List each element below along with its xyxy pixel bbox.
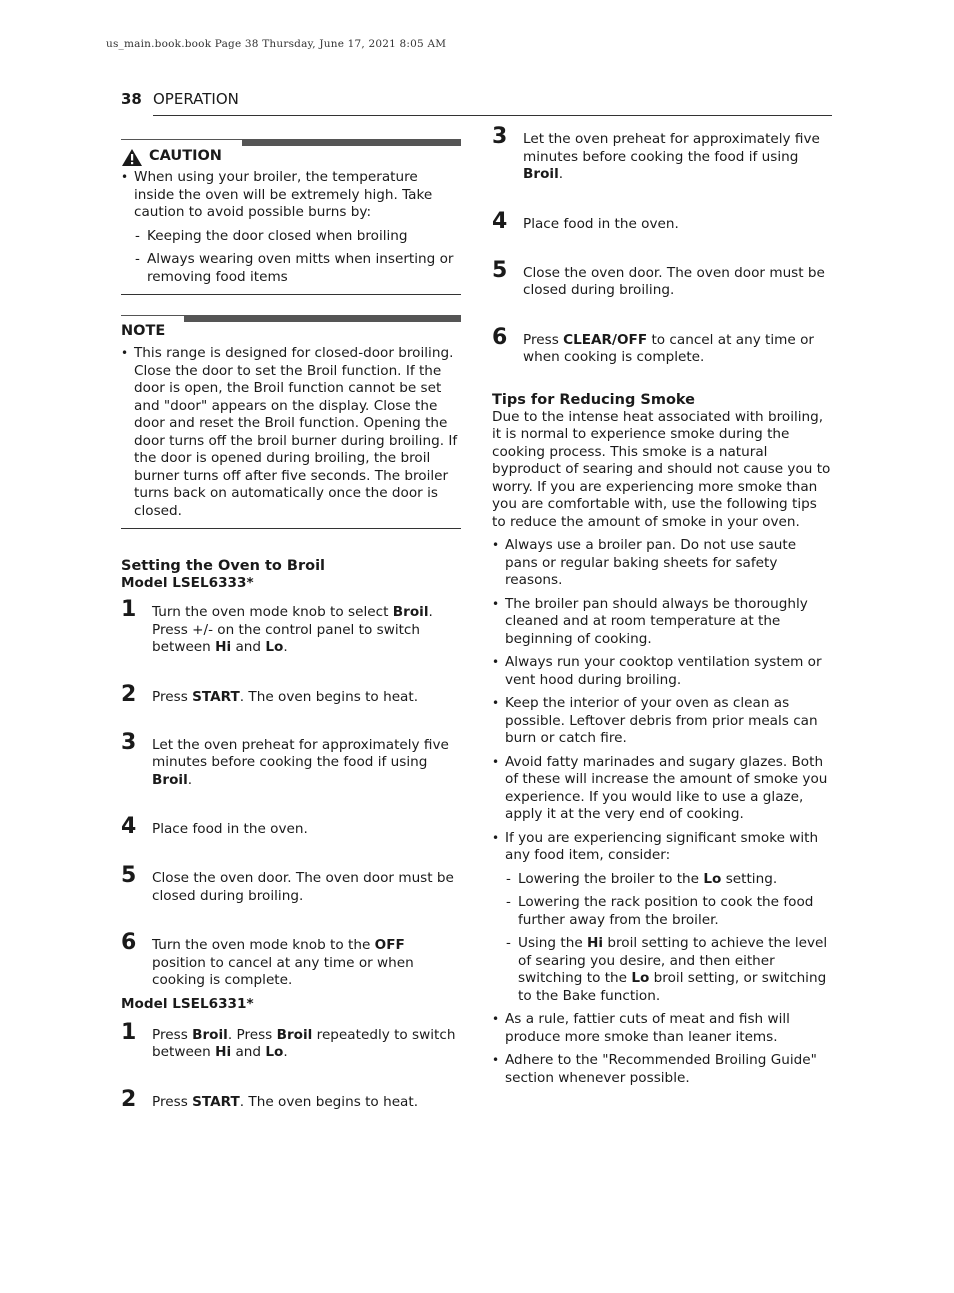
tips-bullet: • Always use a broiler pan. Do not use saute pans or regular baking sheets for safety reasons. — [492, 537, 832, 590]
step-number: 3 — [492, 124, 508, 149]
tips-bullet: • Avoid fatty marinades and sugary glazes. Both of these will increase the amount of smoke you experience. If you would like to use a glaze, apply it at the very end of cooking. — [492, 754, 832, 824]
step-number: 4 — [121, 814, 137, 839]
tips-bullet: • Keep the interior of your oven as clean as possible. Leftover debris from prior meals can burn or catch fire. — [492, 695, 832, 748]
step-a-5 — [121, 863, 461, 905]
tips-bullet: • If you are experiencing significant smoke with any food item, consider: - Lowering the broiler to the Lo setting. - Lowering the rack position to cook the food further away from the broiler. - Using the Hi broil setting to achieve the level of searing you desire, and then either switching to the Lo broil setting, or switching to the Bake function. — [492, 830, 832, 1006]
step-number: 6 — [492, 324, 508, 350]
note-box-top-rule — [121, 315, 461, 324]
right-column — [492, 124, 832, 1087]
tips-list — [492, 537, 832, 1087]
step-text: Press START. The oven begins to heat. — [152, 688, 419, 705]
note-list — [121, 345, 461, 520]
step-number: 5 — [492, 257, 508, 283]
caution-heading — [121, 147, 461, 167]
step-a-3 — [121, 729, 461, 790]
note-title: NOTE — [121, 323, 166, 339]
step-number: 4 — [492, 208, 508, 234]
step-number: 6 — [121, 930, 137, 955]
model-a-heading: Model LSEL6333* — [121, 575, 254, 591]
note-box — [121, 315, 461, 529]
caution-list — [121, 169, 461, 286]
step-b-1 — [121, 1019, 461, 1062]
step-text: Place food in the oven. — [152, 821, 308, 837]
tips-heading: Tips for Reducing Smoke — [492, 391, 696, 408]
step-text: Place food in the oven. — [523, 215, 679, 232]
step-a-4 — [121, 814, 461, 843]
step-number: 5 — [121, 863, 137, 888]
caution-bullet: • When using your broiler, the temperature inside the oven will be extremely high. Take caution to avoid possible burns by: - Keeping the door closed when broiling - Always wearing oven mitts when inserting or removing food items — [121, 169, 461, 286]
step-a-6 — [121, 930, 461, 990]
step-text: Turn the oven mode knob to select Broil. Press +/- on the control panel to switch between Hi and Lo. — [152, 604, 433, 655]
step-number: 1 — [121, 597, 137, 622]
warning-triangle-icon — [121, 148, 143, 167]
model-b-heading: Model LSEL6331* — [121, 995, 254, 1012]
step-text: Press START. The oven begins to heat. — [152, 1093, 419, 1110]
step-text: Let the oven preheat for approximately five minutes before cooking the food if using Broil. — [523, 131, 820, 182]
caution-title: CAUTION — [149, 148, 222, 165]
step-number: 2 — [121, 681, 137, 707]
step-number: 1 — [121, 1019, 137, 1045]
tips-bullet: • As a rule, fattier cuts of meat and fish will produce more smoke than leaner items. — [492, 1011, 832, 1046]
tips-bullet: • Always run your cooktop ventilation system or vent hood during broiling. — [492, 654, 832, 689]
tips-dash-item: - Lowering the rack position to cook the food further away from the broiler. — [505, 894, 832, 929]
step-a-1 — [121, 597, 461, 657]
caution-dash-item: - Keeping the door closed when broiling — [134, 228, 461, 246]
tips-bullet: • Adhere to the "Recommended Broiling Guide" section whenever possible. — [492, 1052, 832, 1087]
caution-box-top-rule — [121, 139, 461, 148]
header-rule — [153, 115, 832, 116]
step-b-5 — [492, 257, 832, 300]
caution-sublist — [134, 228, 461, 287]
step-number: 3 — [121, 729, 137, 755]
caution-box-bottom-rule — [121, 294, 461, 295]
step-a-2 — [121, 681, 461, 711]
tips-bullet: • The broiler pan should always be thoroughly cleaned and at room temperature at the beginning of cooking. — [492, 596, 832, 649]
print-stamp: us_main.book.book Page 38 Thursday, June 17, 2021 8:05 AM — [106, 38, 447, 50]
section-title: OPERATION — [153, 90, 239, 108]
tips-sublist — [505, 871, 832, 1006]
step-b-6 — [492, 324, 832, 367]
tips-dash-item: - Using the Hi broil setting to achieve the level of searing you desire, and then either switching to the Lo broil setting, or switching to the Bake function. — [505, 935, 832, 1005]
step-b-4 — [492, 208, 832, 238]
step-text: Close the oven door. The oven door must be closed during broiling. — [152, 870, 454, 904]
caution-dash-item: - Always wearing oven mitts when inserting or removing food items — [134, 251, 461, 286]
step-b-3 — [492, 124, 832, 184]
tips-intro: Due to the intense heat associated with broiling, it is normal to experience smoke during the cooking process. This smoke is a natural byproduct of searing and should not cause you to worry. If you are experiencing more smoke than you are comfortable with, use the following tips to reduce the amount of smoke in your oven. — [492, 408, 831, 530]
note-box-bottom-rule — [121, 528, 461, 529]
step-text: Close the oven door. The oven door must be closed during broiling. — [523, 264, 825, 298]
step-text: Let the oven preheat for approximately five minutes before cooking the food if using Broil. — [152, 736, 449, 788]
step-text: Press CLEAR/OFF to cancel at any time or when cooking is complete. — [523, 331, 815, 365]
caution-box — [121, 139, 461, 295]
note-bullet: • This range is designed for closed-door broiling. Close the door to set the Broil function. If the door is open, the Broil function cannot be set and "door" appears on the display. Close the door and reset the Broil function. Opening the door turns off the broil burner during broiling. If the door is opened during broiling, the broil burner turns off after five seconds. The broiler turns back on automatically once the door is closed. — [121, 345, 461, 520]
step-text: Press Broil. Press Broil repeatedly to switch between Hi and Lo. — [152, 1026, 456, 1060]
setting-heading: Setting the Oven to Broil — [121, 558, 326, 574]
left-column — [121, 139, 461, 1116]
step-b-2 — [121, 1086, 461, 1116]
page-number: 38 — [121, 90, 142, 108]
step-number: 2 — [121, 1086, 137, 1112]
tips-dash-item: - Lowering the broiler to the Lo setting. — [505, 871, 832, 889]
step-text: Turn the oven mode knob to the OFF position to cancel at any time or when cooking is complete. — [152, 937, 414, 988]
